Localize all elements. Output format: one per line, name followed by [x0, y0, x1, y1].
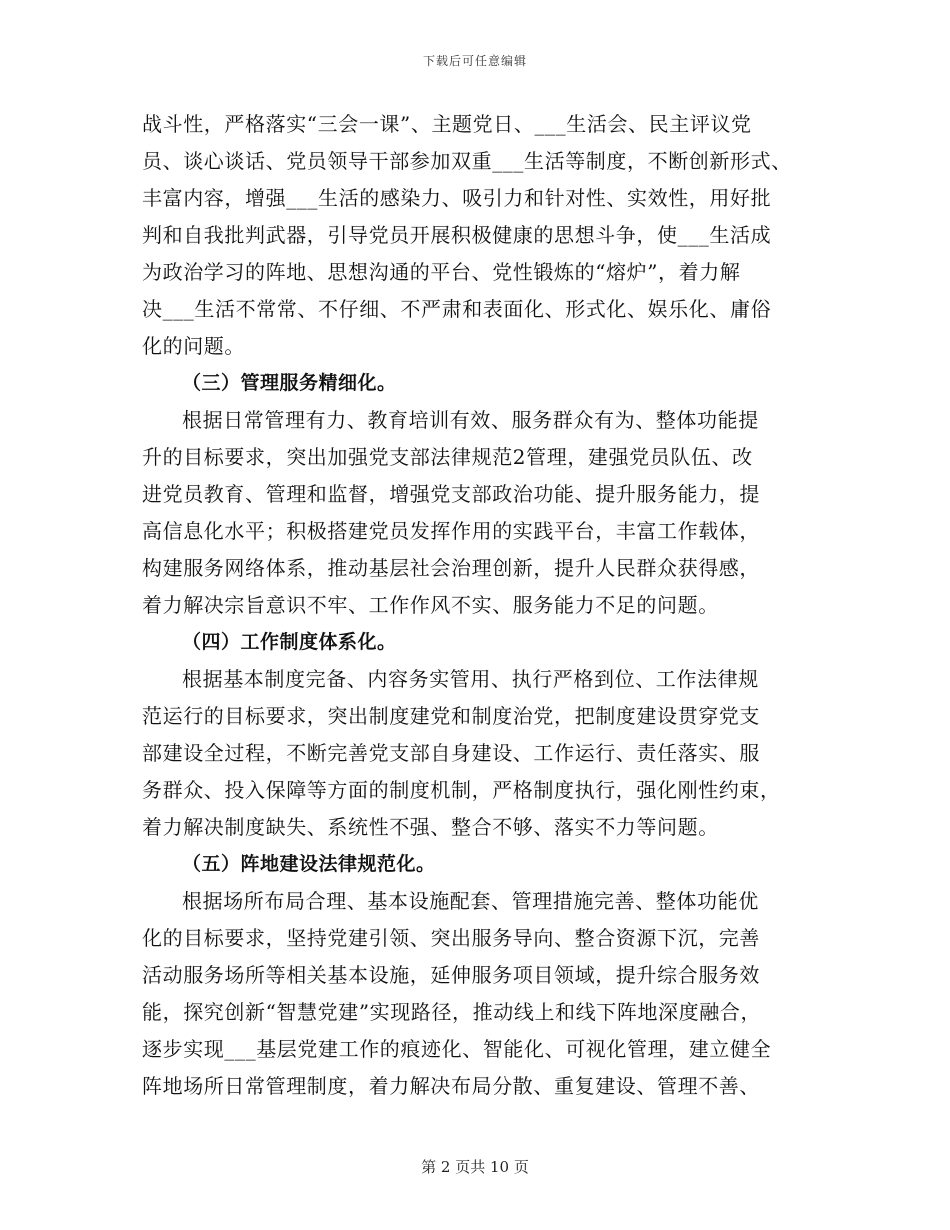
text-line: 活动服务场所等相关基本设施，延伸服务项目领域，提升综合服务效 — [142, 963, 760, 987]
text-line: 部建设全过程，不断完善党支部自身建设、工作运行、责任落实、服 — [142, 741, 760, 765]
paragraph-start: 根据日常管理有力、教育培训有效、服务群众有为、整体功能提 — [182, 408, 759, 432]
text-line: 进党员教育、管理和监督，增强党支部政治功能、提升服务能力，提 — [142, 482, 760, 506]
text-line: 判和自我批判武器，引导党员开展积极健康的思想斗争，使___生活成 — [142, 223, 772, 247]
paragraph-start: 根据基本制度完备、内容务实管用、执行严格到位、工作法律规 — [182, 667, 759, 691]
text-line: 务群众、投入保障等方面的制度机制，严格制度执行，强化刚性约束， — [142, 778, 781, 802]
text-line: 战斗性，严格落实“三会一课”、主题党日、___生活会、民主评议党 — [142, 112, 752, 136]
text-line: 范运行的目标要求，突出制度建党和制度治党，把制度建设贯穿党支 — [142, 704, 760, 728]
text-line: 为政治学习的阵地、思想沟通的平台、党性锻炼的“熔炉”，着力解 — [142, 260, 741, 284]
text-line: 化的问题。 — [142, 334, 245, 358]
page-header: 下载后可任意编辑 — [422, 54, 527, 68]
page-number: 第 2 页共 10 页 — [421, 1158, 529, 1176]
section-heading-4: （四）工作制度体系化。 — [182, 631, 397, 653]
text-line: 着力解决宗旨意识不牢、工作作风不实、服务能力不足的问题。 — [142, 593, 719, 617]
text-line: 升的目标要求，突出加强党支部法律规范2管理，建强党员队伍、改 — [142, 445, 753, 469]
text-line: 阵地场所日常管理制度，着力解决布局分散、重复建设、管理不善、 — [142, 1074, 760, 1098]
text-line: 逐步实现___基层党建工作的痕迹化、智能化、可视化管理，建立健全 — [142, 1037, 772, 1061]
text-line: 高信息化水平；积极搭建党员发挥作用的实践平台，丰富工作载体， — [142, 519, 760, 543]
text-line: 构建服务网络体系，推动基层社会治理创新，提升人民群众获得感， — [142, 556, 760, 580]
paragraph-start: 根据场所布局合理、基本设施配套、管理措施完善、整体功能优 — [182, 889, 759, 913]
document-body — [142, 106, 810, 1105]
text-line: 丰富内容，增强___生活的感染力、吸引力和针对性、实效性，用好批 — [142, 186, 772, 210]
text-line: 决___生活不常常、不仔细、不严肃和表面化、形式化、娱乐化、庸俗 — [142, 297, 772, 321]
text-line: 能，探究创新“智慧党建”实现路径，推动线上和线下阵地深度融合， — [142, 1000, 762, 1024]
section-heading-5: （五）阵地建设法律规范化。 — [182, 853, 436, 875]
text-line: 化的目标要求，坚持党建引领、突出服务导向、整合资源下沉，完善 — [142, 926, 760, 950]
text-line: 着力解决制度缺失、系统性不强、整合不够、落实不力等问题。 — [142, 815, 719, 839]
text-line: 员、谈心谈话、党员领导干部参加双重___生活等制度，不断创新形式、 — [142, 149, 792, 173]
section-heading-3: （三）管理服务精细化。 — [182, 372, 397, 394]
